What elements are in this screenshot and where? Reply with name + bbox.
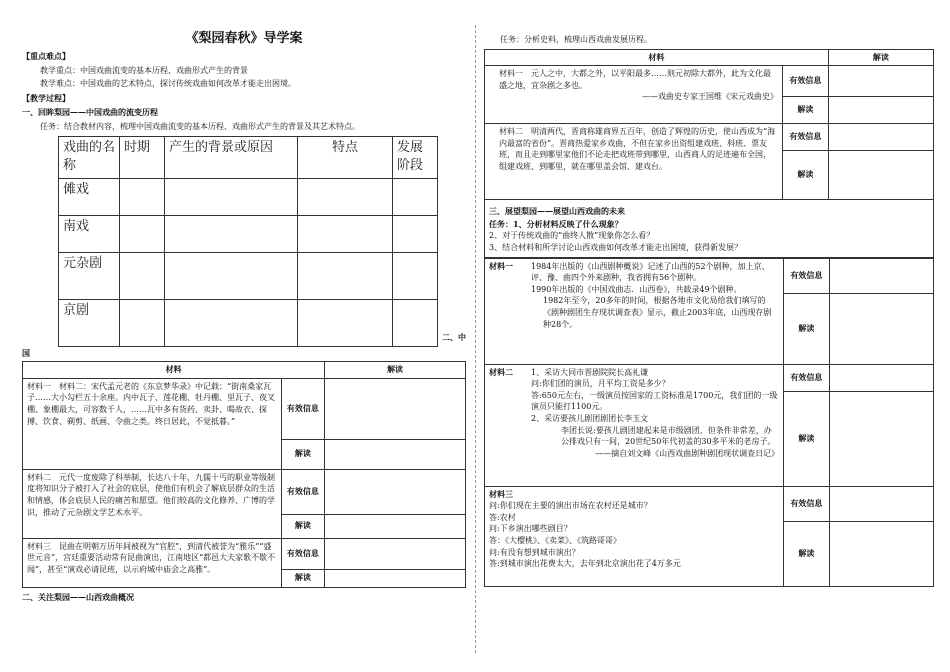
read-label: 解读 bbox=[281, 569, 325, 587]
material-text: 材料二 明清两代，晋商称雄商界五百年，创造了辉煌的历史，使山西成为“海内最富的省份”。晋商热爱家乡戏曲，不但在家乡出资组建戏班、科班、票友班，而且走到哪里家他们不论走把戏班带到哪里，山西商人的足迹遍布全国，组建戏班、到哪里，就在哪里盖会馆、建戏台。 bbox=[485, 124, 783, 200]
sec3-heading: 三、展望梨园——展望山西戏曲的未来 bbox=[489, 206, 625, 217]
answer-cell[interactable] bbox=[325, 569, 466, 587]
material-line: 1、采访大同市晋剧院院长高礼谦 bbox=[531, 367, 649, 377]
sec3-block bbox=[484, 200, 934, 257]
material-label: 材料二 bbox=[489, 366, 513, 377]
info-label: 有效信息 bbox=[784, 364, 830, 391]
table-row bbox=[485, 258, 934, 293]
answer-cell[interactable] bbox=[829, 521, 933, 586]
right-material-table-2 bbox=[484, 258, 934, 587]
material-line: 问:你们团的演员，月平均工资是多少？ bbox=[531, 379, 670, 389]
table-row bbox=[485, 364, 934, 391]
read-label: 解读 bbox=[783, 97, 829, 124]
right-task: 任务：分析史料，梳理山西戏曲发展历程。 bbox=[500, 35, 652, 44]
answer-cell[interactable] bbox=[829, 486, 933, 521]
material-text: 材料一 材料二：宋代孟元老的《东京梦华录》中记载：“街南桑家瓦子……大小勾栏五十余座。内中瓦子、莲花棚、牡丹棚、里瓦子、夜叉棚、象棚最大，可容数千人，……瓦中多有货药、卖卦、喝故衣、探搏、饮食、剃剪、纸画、令曲之类。终日居此，不觉抵暮。” bbox=[23, 378, 282, 469]
history-grid bbox=[58, 136, 438, 348]
answer-cell[interactable] bbox=[325, 378, 466, 439]
answer-cell[interactable] bbox=[325, 538, 466, 569]
grid-row: 傩戏 bbox=[59, 179, 438, 216]
material-line: 答:650元左右，一级演员按国家的工资标准是1700元，我们团的一级演员只能打1100元。 bbox=[531, 390, 778, 412]
grid-row: 京剧 bbox=[59, 300, 438, 347]
left-material-table bbox=[22, 361, 466, 588]
col-material: 材料 bbox=[23, 362, 325, 379]
material-source: ——戏曲史专家王国维《宋元戏曲史》 bbox=[642, 92, 779, 102]
material-label: 材料三 bbox=[489, 488, 513, 499]
material-line: 1982年至今，20多年的时间，根据各地市文化局给我们填写的《剧种剧团生存现状调查表》显示，截止2003年底，山西现存剧种28个。 bbox=[543, 296, 772, 329]
sec2-heading-fragment-2: 国 bbox=[22, 347, 30, 358]
left-column bbox=[22, 0, 466, 604]
info-label: 有效信息 bbox=[281, 538, 325, 569]
sec3-task-3: 3、结合材料和所学讨论山西戏曲如何改革才能走出困境，获得新发展？ bbox=[489, 242, 743, 252]
answer-cell[interactable] bbox=[828, 151, 933, 200]
material-text: 材料二 元代一度废除了科举制，长达八十年，九儒十丐的职业等级制度将知识分子被打入了社会的底层，使他们有机会了解底层群众的生活和情感，体会底层人民的痛苦和愿望。他们较高的文化修养、广博的学识，推动了元杂剧文学艺术水平。 bbox=[23, 469, 282, 538]
info-label: 有效信息 bbox=[783, 124, 829, 151]
col-read: 解读 bbox=[828, 49, 933, 66]
info-label: 有效信息 bbox=[281, 378, 325, 439]
sec3-task-1: 任务：1、分析材料反映了什么现象？ bbox=[489, 218, 623, 229]
answer-cell[interactable] bbox=[828, 66, 933, 97]
material-line: 答:到城市演出花费太大，去年到北京演出花了4万多元 bbox=[489, 559, 681, 569]
material-line: 问:你们现在主要的演出市场在农村还是城市？ bbox=[489, 501, 652, 511]
answer-cell[interactable] bbox=[829, 258, 933, 293]
material-line: 问:有没有想到城市演出？ bbox=[489, 547, 580, 557]
read-label: 解读 bbox=[281, 439, 325, 469]
material-text: 材料一 元人之中，大都之外，以平阳最多……则元初除大都外，此为文化最盛之地，宜杂剧之多也。 bbox=[499, 69, 771, 90]
material-text: 材料三 昆曲在明朝万历年间被视为“官腔”，到清代被誉为“雅乐”“盛世元音”，宫廷重要活动常有昆曲演出，江南地区“都邑大夫家歌不歇不闻”，甚至“演戏必请昆班，以示府城中庙会之高雅”。 bbox=[23, 538, 282, 587]
sec1-heading: 一、回眸梨园——中国戏曲的流变历程 bbox=[22, 107, 158, 118]
answer-cell[interactable] bbox=[829, 391, 933, 486]
material-line: 1990年出版的《中国戏曲志．山西卷》，共载录49个剧种。 bbox=[531, 284, 742, 294]
right-column bbox=[484, 0, 934, 587]
material-source: ——摘自刘文峰《山西戏曲剧种剧团现状调查日记》 bbox=[595, 448, 780, 458]
answer-cell[interactable] bbox=[828, 97, 933, 124]
material-cell bbox=[485, 258, 784, 364]
sec3-task-2: 2、对于传统戏曲的“曲终人散”现象你怎么看？ bbox=[489, 231, 655, 241]
grid-header-name: 戏曲的名称 bbox=[59, 136, 120, 179]
info-label: 有效信息 bbox=[281, 469, 325, 514]
read-label: 解读 bbox=[784, 391, 830, 486]
table-row bbox=[485, 66, 934, 97]
sec2-heading: 二、关注梨园——山西戏曲概况 bbox=[22, 591, 134, 602]
material-line: 答:农村 bbox=[489, 512, 516, 522]
material-line: 答：《大樱桃》、《卖菜》、《筑路哥哥》 bbox=[489, 535, 621, 545]
sec1-task: 任务：结合教材内容，梳理中国戏曲流变的基本历程、戏曲形式产生的背景及其艺术特点。 bbox=[40, 121, 360, 131]
read-label: 解读 bbox=[784, 521, 830, 586]
table-row bbox=[23, 538, 466, 569]
focus-key: 教学重点：中国戏曲流变的基本历程、戏曲形式产生的背景 bbox=[40, 65, 248, 75]
sec2-heading-fragment: 二、中 bbox=[442, 331, 466, 342]
right-material-table-1 bbox=[484, 49, 934, 201]
answer-cell[interactable] bbox=[325, 439, 466, 469]
grid-header-background: 产生的背景或原因 bbox=[165, 136, 298, 179]
grid-header-features: 特点 bbox=[298, 136, 393, 179]
table-row bbox=[485, 124, 934, 151]
info-label: 有效信息 bbox=[784, 486, 830, 521]
col-material: 材料 bbox=[485, 49, 829, 66]
process-heading: 【教学过程】 bbox=[22, 92, 70, 103]
table-row bbox=[23, 469, 466, 514]
material-line: 李团长说:要孩儿剧团建起来是市级剧团，但条件非常差，办公排戏只有一间，20世纪50年代初盖的30多平米的老房子。 bbox=[561, 425, 776, 447]
material-cell bbox=[485, 66, 783, 124]
material-line: 2、采访要孩儿剧团剧团长李玉文 bbox=[531, 413, 649, 423]
answer-cell[interactable] bbox=[828, 124, 933, 151]
material-label: 材料一 bbox=[489, 260, 513, 271]
info-label: 有效信息 bbox=[784, 258, 830, 293]
page-title: 《梨园春秋》导学案 bbox=[185, 31, 303, 46]
read-label: 解读 bbox=[281, 514, 325, 538]
grid-header-period: 时期 bbox=[120, 136, 165, 179]
read-label: 解读 bbox=[784, 293, 830, 364]
grid-row: 南戏 bbox=[59, 216, 438, 253]
table-row bbox=[485, 486, 934, 521]
table-row bbox=[23, 378, 466, 439]
focus-difficult: 教学难点：中国戏曲的艺术特点，探讨传统戏曲如何改革才能走出困境。 bbox=[40, 79, 296, 89]
material-line: 问:下乡演出哪些剧目？ bbox=[489, 524, 572, 534]
grid-header-stage: 发展阶段 bbox=[393, 136, 438, 179]
read-label: 解读 bbox=[783, 151, 829, 200]
material-line: 1984年出版的《山西剧种概说》记述了山西的52个剧种，加上京、评、豫、曲四个外来剧种，我省拥有56个剧种。 bbox=[531, 261, 770, 283]
answer-cell[interactable] bbox=[325, 469, 466, 514]
column-divider bbox=[475, 25, 476, 653]
col-read: 解读 bbox=[325, 362, 466, 379]
answer-cell[interactable] bbox=[829, 293, 933, 364]
material-cell bbox=[485, 486, 784, 586]
answer-cell[interactable] bbox=[325, 514, 466, 538]
material-cell bbox=[485, 364, 784, 486]
info-label: 有效信息 bbox=[783, 66, 829, 97]
grid-row: 元杂剧 bbox=[59, 253, 438, 300]
answer-cell[interactable] bbox=[829, 364, 933, 391]
focus-heading: 【重点难点】 bbox=[22, 51, 70, 61]
